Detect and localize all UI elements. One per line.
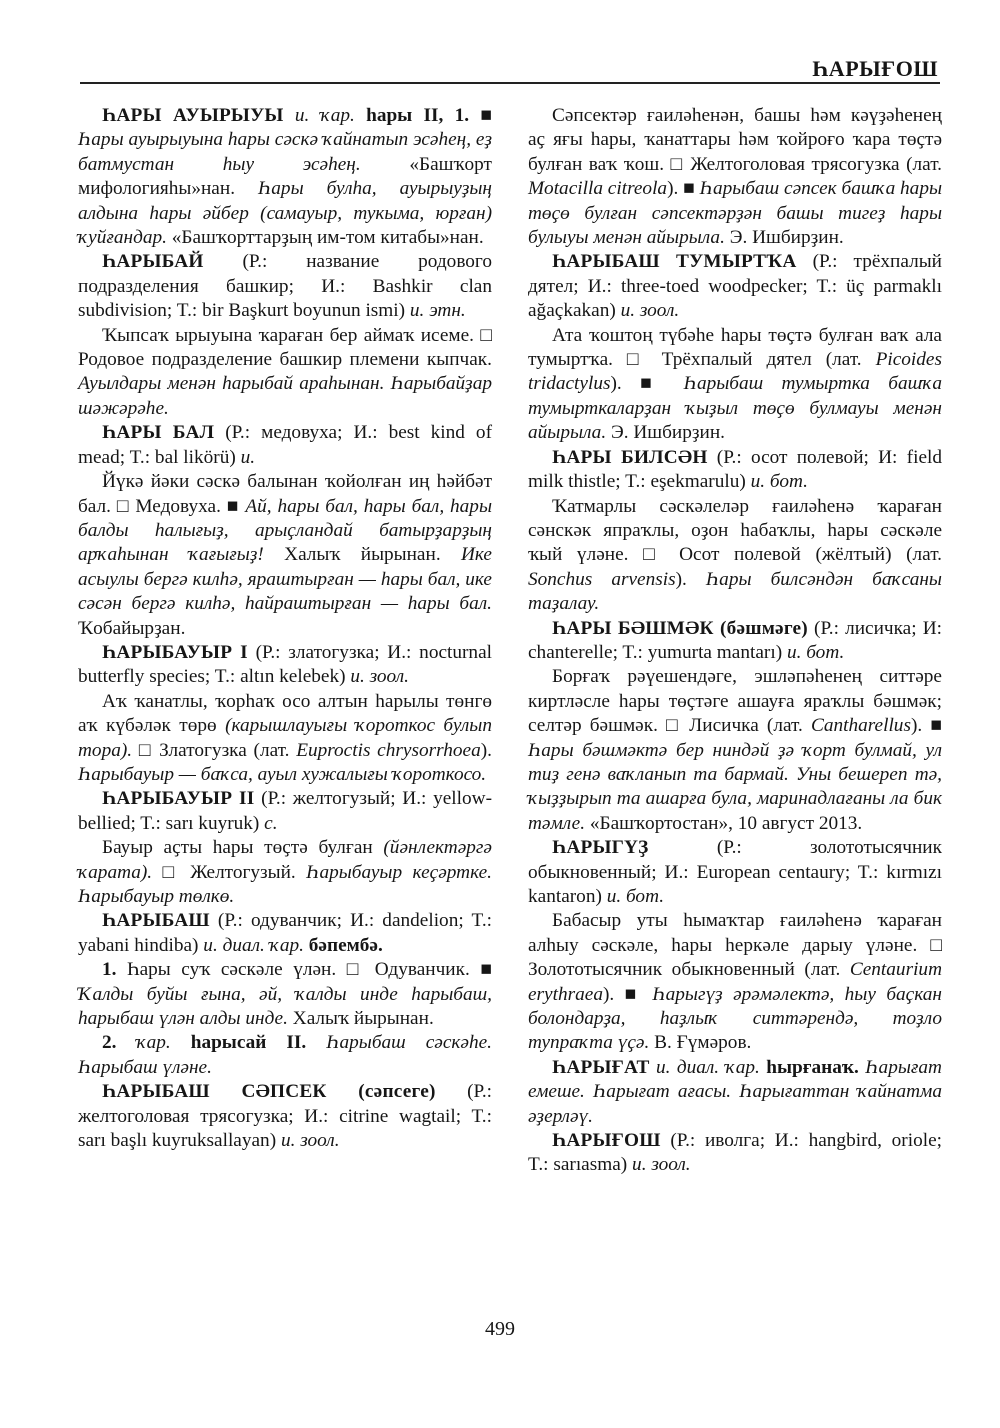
entry-text: «Башҡортостан», 10 август 2013. bbox=[585, 812, 863, 834]
entry-text: ). bbox=[675, 568, 706, 590]
headword: ҺАРЫБАУЫР I bbox=[102, 641, 248, 663]
entry-text: Cantharellus bbox=[810, 715, 911, 737]
dictionary-paragraph bbox=[78, 909, 492, 958]
entry-text: «Башҡорт мифологияһы»нан. bbox=[78, 153, 492, 200]
entry-text: Аҡ ҡанатлы, ҡорһаҡ осо алтын һарылы төнгө аҡ күбәләк төрө bbox=[78, 690, 492, 737]
entry-text: Бабасыр уты һымаҡтар ғаиләһенә ҡараған алһыу сәскәле, һары һеркәле дарыу үләне. □ Золототысячник обыкновенный (лат. bbox=[528, 910, 942, 981]
entry-text: Motacilla citreola bbox=[528, 178, 668, 200]
entry-text: Һарығат емеше. Һарығат ағасы. Һарығаттан ҡайнатма әҙерләү. bbox=[528, 1056, 942, 1127]
entry-text: (Р.: золототысячник обыкновенный; И.: European centaury; T.: kırmızı kantaron) bbox=[528, 837, 942, 907]
entry-text: и. бот. bbox=[786, 641, 845, 663]
dictionary-paragraph bbox=[528, 617, 942, 666]
headword: ҺАРЫҒОШ bbox=[552, 1130, 661, 1152]
entry-text: и. диал. ҡар. bbox=[203, 934, 304, 956]
headword: ҺАРЫ БАЛ bbox=[102, 422, 215, 444]
right-column bbox=[528, 104, 942, 1178]
dictionary-paragraph bbox=[528, 104, 942, 250]
entry-text: Ата ҡоштоң түбәһе һары төҫтә булған ваҡ ала тумыртҡа. □ Трёхпалый дятел (лат. bbox=[528, 324, 942, 371]
entry-text: Ҡобайырҙан. bbox=[78, 617, 186, 639]
entry-text: и. диал. ҡар. bbox=[655, 1056, 760, 1078]
entry-text: ҡар. bbox=[136, 1032, 171, 1054]
page-number: 499 bbox=[485, 1318, 515, 1340]
entry-text bbox=[116, 1032, 136, 1053]
entry-text: Э. Ишбирҙин. bbox=[724, 227, 844, 249]
dictionary-paragraph bbox=[528, 324, 942, 446]
entry-text: Ҡатмарлы сәскәлеләр ғаиләһенә ҡараған сәнскәк япраҡлы, оҙон һабаҡлы, һары сәскәле ҡый үләне. □ Осот полевой (жёлтый) (лат. bbox=[528, 495, 942, 566]
entry-text: Һары ауырыуына һары сәскә ҡайнатып эсәһең, еҙ батмустан һыу эсәһең. bbox=[78, 129, 492, 175]
entry-text: Ауылдары менән һарыбай араһынан. Һарыбайҙар шәжәрәһе. bbox=[78, 373, 492, 419]
dictionary-paragraph bbox=[78, 958, 492, 1031]
running-head: ҺАРЫҒОШ bbox=[812, 56, 938, 81]
entry-text: (Р.: одуванчик; И.: dandelion; T.: yabani hindiba) bbox=[78, 910, 492, 956]
entry-text: и. зоол. bbox=[632, 1154, 691, 1176]
entry-text: □ Златогузка (лат. bbox=[132, 739, 297, 761]
dictionary-paragraph bbox=[528, 665, 942, 836]
entry-text: Һары билсәндән баҡсаны таҙалау. bbox=[528, 568, 942, 615]
entry-text: ). ■ bbox=[910, 715, 942, 737]
entry-text: (Р.: осот полевой; И: field milk thistle; T.: eşekmarulu) bbox=[528, 446, 942, 493]
entry-text: һарысай II. bbox=[190, 1032, 307, 1054]
left-column bbox=[78, 104, 492, 1153]
entry-text: 2. bbox=[102, 1032, 117, 1054]
headword: ҺАРЫ АУЫРЫУЫ bbox=[102, 105, 284, 126]
dictionary-paragraph bbox=[78, 250, 492, 323]
entry-text: Һары бәшмәктә бер ниндәй ҙә ҡорт булмай, ул тиҙ генә ваҡланып та бармай. Уны бешереп тә, ҡыҙҙырып та ашарға була, маринадлағаны ла бик тәмле. bbox=[528, 739, 942, 834]
entry-text: (Р.: златогузка; И.: nocturnal butterfly species; T.: altın kelebek) bbox=[78, 641, 492, 688]
entry-text: Centaurium erythraea bbox=[528, 959, 942, 1005]
entry-text: Сәпсектәр ғаиләһенән, башы һәм кәүҙәһенең аҫ яғы һары, ҡанаттары һәм ҡойроғо ҡара төҫтә булған ваҡ ҡош. □ Желтоголовая трясогузка (лат. bbox=[528, 105, 942, 175]
entry-text: «Башҡорттарҙың им-том китабы»нан. bbox=[166, 227, 484, 249]
entry-text: Ике асыулы бергә килһә, яраштырған — һары бал, ике сәсән бергә килһә, һайраштырған — һары бал. bbox=[78, 544, 492, 615]
dictionary-paragraph bbox=[78, 690, 492, 788]
entry-text: ). ■ bbox=[667, 178, 700, 200]
entry-text: Һарыбауыр кеҫәртке. Һарыбауыр төлкө. bbox=[78, 861, 492, 907]
dictionary-paragraph bbox=[78, 787, 492, 836]
dictionary-paragraph bbox=[78, 421, 492, 470]
dictionary-paragraph bbox=[528, 495, 942, 617]
entry-text: Бауыр аҫты һары төҫтә булған bbox=[102, 837, 384, 859]
entry-text: Э. Ишбирҙин. bbox=[606, 422, 725, 444]
dictionary-paragraph bbox=[78, 836, 492, 909]
entry-text: и. этн. bbox=[409, 300, 466, 322]
entry-text: (карышлауығы ҡороткос булып тора). bbox=[78, 715, 493, 761]
entry-text: В. Ғүмәров. bbox=[649, 1032, 752, 1054]
dictionary-paragraph bbox=[528, 1056, 942, 1129]
dictionary-paragraph bbox=[528, 909, 942, 1055]
headword: ҺАРЫҒАТ bbox=[552, 1056, 650, 1078]
entry-text: Sonchus arvensis bbox=[528, 568, 676, 590]
entry-text: Һарыбаш сәпсек башҡа һары төҫө булған сәпсектәрҙән башы тигеҙ һары булыуы менән айырыла. bbox=[528, 178, 943, 249]
entry-text: и. бот. bbox=[606, 886, 665, 907]
dictionary-paragraph bbox=[78, 324, 492, 422]
entry-text: и. зоол. bbox=[280, 1130, 340, 1152]
entry-text: Һары булһа, ауырыуҙың алдына һары әйбер (самауыр, тукыма, юрған) ҡуйғандар. bbox=[78, 178, 492, 249]
entry-text: и. bbox=[240, 446, 256, 468]
entry-text bbox=[306, 1032, 326, 1053]
entry-text: Халыҡ йырынан. bbox=[263, 544, 461, 566]
entry-text: и. ҡар. bbox=[294, 105, 355, 126]
entry-text: Һарыгүҙ әрәмәлектә, һыу баҫкан болондарҙа, һаҙлыҡ ситтәрендә, тоҙло тупраҡта үҫә. bbox=[528, 983, 942, 1054]
entry-text: һары II, 1. bbox=[366, 105, 470, 126]
dictionary-paragraph bbox=[78, 1031, 492, 1080]
entry-text bbox=[284, 105, 295, 126]
entry-text: Йүкә йәки сәскә балынан ҡойолған иң һәйбәт бал. □ Медовуха. ■ bbox=[78, 471, 492, 517]
dictionary-paragraph bbox=[78, 641, 492, 690]
entry-text: с. bbox=[264, 812, 278, 834]
entry-text: и. зоол. bbox=[350, 666, 409, 688]
entry-text: и. бот. bbox=[750, 471, 808, 493]
entry-text: Һары суҡ сәскәле үлән. □ Одуванчик. ■ bbox=[116, 959, 492, 981]
entry-text: (йәнлектәргә ҡарата). bbox=[78, 837, 492, 883]
entry-text: Борғаҡ рәүешендәге, эшләпәһенең ситтәре киртләсле һары төҫтәге ашауға яраҡлы бәшмәк; селтәр бәшмәк. □ Лисичка (лат. bbox=[528, 666, 942, 737]
entry-text: (Р.: лисичка; И: chanterelle; T.: yumurta mantarı) bbox=[528, 617, 942, 663]
dictionary-paragraph bbox=[528, 446, 942, 495]
headword: ҺАРЫБАЙ bbox=[102, 251, 204, 273]
entry-text: Ай, һары бал, һары бал, һары балды һалығыҙ, арыҫландай батырҙарҙың арҡаһынан ҡағығыҙ! bbox=[78, 495, 492, 566]
entry-text: һырғанаҡ. bbox=[766, 1056, 859, 1078]
entry-text: бәпембә. bbox=[308, 934, 383, 956]
entry-text: Picoides tridactylus bbox=[528, 349, 942, 395]
entry-text: (Р.: трёхпалый дятел; И.: three-toed woodpecker; T.: üç parmaklı ağaçkakan) bbox=[528, 251, 942, 322]
dictionary-paragraph bbox=[528, 1129, 942, 1178]
headword: ҺАРЫБАШ СӘПСЕК (сәпсеге) bbox=[102, 1081, 436, 1103]
entry-text: (Р.: медовуха; И.: best kind of mead; T.: bal likörü) bbox=[78, 422, 492, 468]
entry-text: ). ■ bbox=[602, 983, 653, 1005]
dictionary-paragraph bbox=[78, 470, 492, 641]
headword: ҺАРЫБАШ bbox=[102, 910, 210, 932]
dictionary-paragraph bbox=[78, 1080, 492, 1153]
entry-text: Euproctis chrysorrhoea bbox=[296, 739, 481, 761]
entry-text: Ҡалды буйы ғына, әй, ҡалды инде һарыбаш, һарыбаш үлән алды инде. bbox=[78, 983, 492, 1030]
entry-text: ). ■ bbox=[610, 373, 684, 395]
headword: ҺАРЫ БИЛСӘН bbox=[552, 446, 708, 468]
entry-text: (Р.: иволга; И.: hangbird, oriole; T.: sarıasma) bbox=[528, 1130, 942, 1176]
entry-text: □ Желтогузый. bbox=[152, 861, 307, 883]
entry-text: Ҡыпсаҡ ырыуына ҡараған бер аймаҡ исеме. □ Родовое подразделение башкир племени кыпчак. bbox=[78, 324, 492, 371]
entry-text: ■ bbox=[480, 105, 492, 126]
headword: ҺАРЫ БӘШМӘК (бәшмәге) bbox=[552, 617, 808, 639]
dictionary-paragraph bbox=[528, 250, 942, 323]
headword: ҺАРЫБАУЫР II bbox=[102, 788, 255, 810]
entry-text bbox=[469, 105, 480, 126]
dictionary-paragraph bbox=[528, 836, 942, 909]
entry-text: ). bbox=[480, 739, 492, 761]
entry-text: (Р.: название родового подразделения башкир; И.: Bashkir clan subdivision; T.: bir Başkurt boyunun ismi) bbox=[78, 251, 492, 322]
entry-text: Һарыбаш сәскәһе. Һарыбаш үләне. bbox=[78, 1032, 492, 1078]
entry-text bbox=[171, 1032, 191, 1053]
headword: ҺАРЫГҮҘ bbox=[552, 837, 649, 859]
dictionary-paragraph bbox=[78, 104, 492, 250]
headword: ҺАРЫБАШ ТУМЫРТҠА bbox=[552, 251, 797, 273]
entry-text bbox=[355, 105, 366, 126]
entry-text: Һарыбаш тумыртка башҡа тумырткаларҙан ҡыҙыл төҫө булмауы менән айырыла. bbox=[528, 373, 943, 444]
header-rule bbox=[80, 82, 940, 84]
entry-text: 1. bbox=[102, 959, 117, 981]
entry-text: и. зоол. bbox=[620, 300, 680, 322]
entry-text: Һарыбауыр — баҡса, ауыл хужалығы ҡороткосо. bbox=[78, 763, 487, 785]
entry-text: (Р.: желтогузый; И.: yellow-bellied; T.: sarı kuyruk) bbox=[78, 788, 492, 834]
entry-text: (Р.: желтоголовая трясогузка; И.: citrine wagtail; T.: sarı başlı kuyruksallayan) bbox=[78, 1081, 493, 1152]
entry-text: Халыҡ йырынан. bbox=[287, 1008, 434, 1030]
